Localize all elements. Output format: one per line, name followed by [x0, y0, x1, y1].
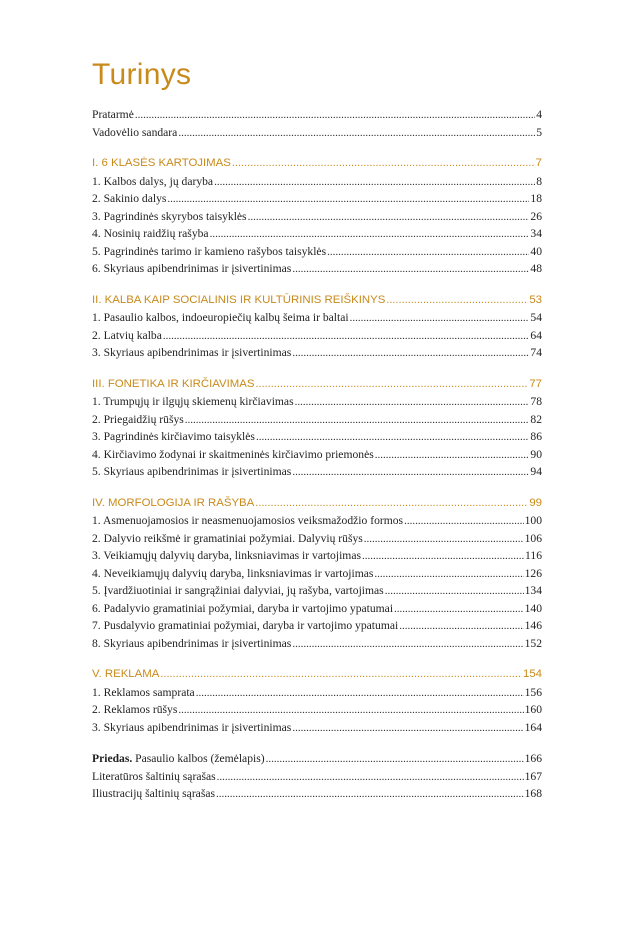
- toc-entry[interactable]: [92, 395, 542, 413]
- toc-entry-page: 34: [530, 227, 542, 240]
- toc-entry-label-bold: Priedas.: [92, 752, 133, 765]
- dot-leader: [292, 722, 523, 734]
- toc-entry-label: 2. Priegaidžių rūšys: [92, 412, 184, 426]
- toc-entry-label: 5. Įvardžiuotiniai ir sangrąžiniai dalyviai, jų rašyba, vartojimas: [92, 584, 384, 597]
- toc-section-heading[interactable]: [92, 497, 542, 515]
- dot-leader: [163, 330, 530, 342]
- toc-entry-page: 40: [530, 244, 542, 258]
- dot-leader: [394, 603, 524, 615]
- toc-entry-page: 8: [536, 174, 542, 188]
- toc-entry[interactable]: [92, 532, 542, 550]
- toc-entry-page: 90: [530, 447, 542, 461]
- toc-entry[interactable]: [92, 584, 542, 602]
- toc-entry-page: 126: [524, 566, 542, 580]
- dot-leader: [375, 449, 530, 461]
- toc-entry[interactable]: [92, 126, 542, 144]
- toc-entry-label: 8. Skyriaus apibendrinimas ir įsivertinimas: [92, 636, 292, 650]
- toc-entry-label: 7. Pusdalyvio gramatiniai požymiai, daryba ir vartojimo ypatumai: [92, 619, 399, 632]
- toc-entry-label: 6. Padalyvio gramatiniai požymiai, daryba ir vartojimo ypatumai: [92, 601, 394, 615]
- dot-leader: [292, 638, 523, 650]
- dot-leader: [256, 431, 529, 443]
- toc-section: [92, 378, 542, 483]
- toc-entry[interactable]: [92, 549, 542, 567]
- toc-entry[interactable]: [92, 721, 542, 739]
- dot-leader: [386, 294, 528, 306]
- toc-entry-label: Iliustracijų šaltinių sąrašas: [92, 787, 215, 800]
- dot-leader: [167, 193, 529, 205]
- toc-entry[interactable]: [92, 329, 542, 347]
- toc-entry-label: 5. Skyriaus apibendrinimas ir įsivertinimas: [92, 465, 292, 478]
- toc-entry-label: 5. Pagrindinės tarimo ir kamieno rašybos taisyklės: [92, 244, 327, 258]
- toc-entry-label: 4. Neveikiamųjų dalyvių daryba, linksniavimas ir vartojimas: [92, 566, 374, 580]
- toc-entry[interactable]: [92, 567, 542, 585]
- toc-entry-label: IV. MORFOLOGIJA IR RAŠYBA: [92, 496, 255, 509]
- toc-entry-page: 156: [524, 685, 542, 699]
- dot-leader: [217, 771, 524, 783]
- dot-leader: [214, 176, 535, 188]
- toc-entry-page: 140: [524, 601, 542, 615]
- toc-entry-page: 53: [529, 293, 542, 306]
- dot-leader: [135, 109, 535, 121]
- toc-entry[interactable]: [92, 108, 542, 126]
- toc-entry[interactable]: [92, 686, 542, 704]
- dot-leader: [362, 550, 524, 562]
- toc-entry-label: [92, 752, 265, 765]
- toc-entry[interactable]: [92, 752, 542, 770]
- toc-entry[interactable]: [92, 210, 542, 228]
- dot-leader: [327, 246, 529, 258]
- toc-entry-page: 5: [536, 125, 542, 139]
- toc-entry-page: 164: [524, 720, 542, 734]
- toc-entry-label: Vadovėlio sandara: [92, 125, 178, 139]
- dot-leader: [374, 568, 523, 580]
- toc-entry-label: 2. Sakinio dalys: [92, 192, 167, 205]
- toc-entry-page: 168: [524, 787, 542, 800]
- toc-entry-label-text: Pasaulio kalbos (žemėlapis): [135, 752, 265, 765]
- dot-leader: [255, 497, 528, 509]
- dot-leader: [178, 127, 535, 139]
- toc-entry-label: 2. Latvių kalba: [92, 328, 162, 342]
- toc-section-heading[interactable]: [92, 378, 542, 396]
- toc-entry-label: 2. Dalyvio reikšmė ir gramatiniai požymiai. Dalyvių rūšys: [92, 531, 363, 545]
- toc-entry[interactable]: [92, 346, 542, 364]
- dot-leader: [292, 263, 529, 275]
- toc-entry-label: 4. Kirčiavimo žodynai ir skaitmeninės kirčiavimo priemonės: [92, 447, 374, 461]
- toc-entry[interactable]: [92, 175, 542, 193]
- toc-entry-page: 4: [536, 108, 542, 121]
- toc-section: [92, 668, 542, 738]
- toc-entry-label: 3. Pagrindinės skyrybos taisyklės: [92, 209, 247, 223]
- dot-leader: [232, 157, 535, 169]
- toc-section: [92, 294, 542, 364]
- toc-entry-page: 54: [530, 311, 542, 324]
- toc-entry-label: Literatūros šaltinių sąrašas: [92, 769, 216, 783]
- toc-section: [92, 497, 542, 655]
- toc-entry-page: 48: [530, 262, 542, 275]
- dot-leader: [248, 211, 530, 223]
- toc-section-heading[interactable]: [92, 294, 542, 312]
- toc-entry-page: 26: [530, 209, 542, 223]
- toc-entry-label: 3. Skyriaus apibendrinimas ir įsivertinimas: [92, 720, 292, 734]
- page-title: Turinys: [92, 58, 192, 91]
- toc-entry-label: Pratarmė: [92, 108, 134, 121]
- dot-leader: [266, 753, 524, 765]
- toc-entry[interactable]: [92, 770, 542, 788]
- dot-leader: [160, 668, 522, 680]
- dot-leader: [185, 414, 530, 426]
- toc-entry-label: 1. Reklamos samprata: [92, 685, 195, 699]
- dot-leader: [385, 585, 524, 597]
- toc-entry-page: 94: [530, 465, 542, 478]
- toc-entry-label: 1. Trumpųjų ir ilgųjų skiemenų kirčiavimas: [92, 395, 294, 408]
- toc-entry-label: 1. Asmenuojamosios ir neasmenuojamosios veiksmažodžio formos: [92, 514, 404, 527]
- toc-entry-page: 77: [529, 377, 542, 390]
- toc-entry-page: 134: [524, 584, 542, 597]
- toc-entry[interactable]: [92, 787, 542, 805]
- toc-entry[interactable]: [92, 514, 542, 532]
- toc-entry[interactable]: [92, 413, 542, 431]
- toc-entry[interactable]: [92, 245, 542, 263]
- dot-leader: [255, 378, 528, 390]
- toc-section-heading[interactable]: [92, 668, 542, 686]
- toc-entry[interactable]: [92, 602, 542, 620]
- dot-leader: [210, 228, 530, 240]
- toc-entry-page: 99: [529, 496, 542, 509]
- toc-entry[interactable]: [92, 703, 542, 721]
- toc-entry-page: 82: [530, 412, 542, 426]
- toc-entry[interactable]: [92, 619, 542, 637]
- toc-entry-label: 3. Skyriaus apibendrinimas ir įsivertinimas: [92, 346, 292, 359]
- dot-leader: [364, 533, 524, 545]
- dot-leader: [196, 687, 524, 699]
- toc-entry-page: 152: [524, 636, 542, 650]
- toc-entry-label: 1. Pasaulio kalbos, indoeuropiečių kalbų šeima ir baltai: [92, 311, 349, 324]
- toc-entry-page: 167: [524, 769, 542, 783]
- toc-section: [92, 157, 542, 280]
- toc-entry-label: III. FONETIKA IR KIRČIAVIMAS: [92, 377, 255, 390]
- toc-entry-page: 86: [530, 430, 542, 443]
- toc-entry[interactable]: [92, 465, 542, 483]
- toc-entry-page: 100: [524, 514, 542, 527]
- toc-entry-label: 6. Skyriaus apibendrinimas ir įsivertinimas: [92, 262, 292, 275]
- toc-entry[interactable]: [92, 448, 542, 466]
- dot-leader: [295, 396, 530, 408]
- dot-leader: [350, 312, 530, 324]
- toc-entry-label: 3. Pagrindinės kirčiavimo taisyklės: [92, 430, 255, 443]
- toc-entry[interactable]: [92, 430, 542, 448]
- toc-entry-page: 116: [525, 549, 542, 562]
- toc-entry-page: 146: [524, 619, 542, 632]
- dot-leader: [399, 620, 523, 632]
- toc-entry-page: 74: [530, 346, 542, 359]
- dot-leader: [292, 347, 529, 359]
- toc-intro: [92, 108, 542, 143]
- toc-sections: [92, 157, 542, 738]
- toc-entry[interactable]: [92, 637, 542, 655]
- toc-entry-label: I. 6 KLASĖS KARTOJIMAS: [92, 157, 231, 169]
- toc-entry[interactable]: [92, 192, 542, 210]
- toc-entry-page: 64: [530, 328, 542, 342]
- toc-section-heading[interactable]: [92, 157, 542, 175]
- dot-leader: [292, 466, 529, 478]
- toc-entry[interactable]: [92, 227, 542, 245]
- toc-entry[interactable]: [92, 262, 542, 280]
- toc-entry-page: 154: [522, 668, 542, 680]
- toc-entry-page: 78: [530, 395, 542, 408]
- toc-entry-page: 166: [524, 752, 542, 765]
- toc-entry[interactable]: [92, 311, 542, 329]
- toc-entry-label: 4. Nosinių raidžių rašyba: [92, 227, 209, 240]
- toc-entry-label: II. KALBA KAIP SOCIALINIS IR KULTŪRINIS REIŠKINYS: [92, 293, 386, 306]
- toc-appendix: [92, 752, 542, 805]
- dot-leader: [216, 788, 524, 800]
- toc-entry-page: 7: [535, 157, 542, 169]
- toc-entry-label: 2. Reklamos rūšys: [92, 703, 178, 716]
- table-of-contents: [92, 108, 542, 815]
- dot-leader: [178, 704, 523, 716]
- toc-entry-page: 106: [524, 531, 542, 545]
- toc-entry-label: V. REKLAMA: [92, 668, 160, 680]
- toc-entry-page: 18: [530, 192, 542, 205]
- toc-entry-page: 160: [524, 703, 542, 716]
- toc-entry-label: 1. Kalbos dalys, jų daryba: [92, 174, 214, 188]
- toc-entry-label: 3. Veikiamųjų dalyvių daryba, linksniavimas ir vartojimas: [92, 549, 361, 562]
- dot-leader: [404, 515, 524, 527]
